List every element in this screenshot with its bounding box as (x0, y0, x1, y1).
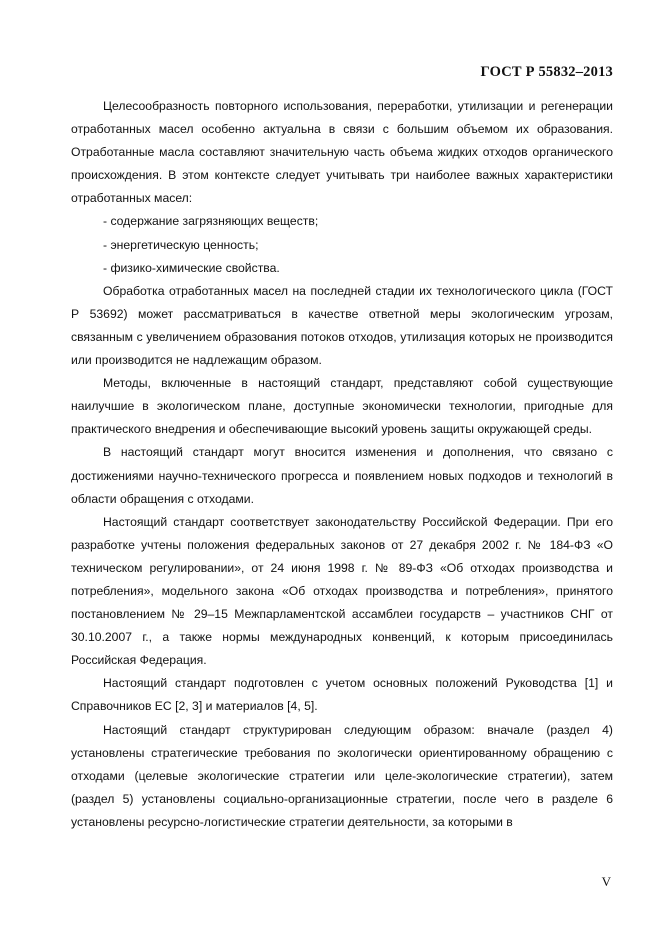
list-item: - физико-химические свойства. (103, 260, 280, 275)
document-code-header: ГОСТ Р 55832–2013 (480, 64, 613, 80)
page-number: V (601, 874, 611, 889)
paragraph-1: Целесообразность повторного использования, переработки, утилизации и регенерации отработанных масел особенно актуальна в связи с большим объемом их образования. Отработанные масла составляют значительную часть объема жидких отходов органического происхождения. В этом контексте следует учитывать три наиболее важных характеристики отработанных масел: (71, 99, 613, 206)
characteristics-list (71, 210, 613, 279)
page-body (71, 95, 613, 834)
paragraph-5: Настоящий стандарт соответствует законодательству Российской Федерации. При его разработке учтены положения федеральных законов от 27 декабря 2002 г. № 184-ФЗ «О техническом регулировании», от 24 июня 1998 г. № 89-ФЗ «Об отходах производства и потребления», модельного закона «Об отходах производства и потребления», принятого постановлением № 29–15 Межпарламентской ассамблеи государств – участников СНГ от 30.10.2007 г., а также нормы международных конвенций, к которым присоединилась Российская Федерация. (71, 514, 613, 668)
list-item: - энергетическую ценность; (103, 237, 259, 252)
paragraph-7: Настоящий стандарт структурирован следующим образом: вначале (раздел 4) установлены стратегические требования по экологически ориентированному обращению с отходами (целевые экологические стратегии или целе-экологические стратегии), затем (раздел 5) установлены социально-организационные стратегии, после чего в разделе 6 установлены ресурсно-логистические стратегии деятельности, за которыми в (71, 722, 613, 829)
paragraph-4: В настоящий стандарт могут вносится изменения и дополнения, что связано с достижениями научно-технического прогресса и появлением новых подходов и технологий в области обращения с отходами. (71, 445, 613, 506)
paragraph-2: Обработка отработанных масел на последней стадии их технологического цикла (ГОСТ Р 53692) может рассматриваться в качестве ответной меры экологическим угрозам, связанным с увеличением образования потоков отходов, утилизация которых не производится или производится не надлежащим образом. (71, 283, 613, 368)
list-item: - содержание загрязняющих веществ; (103, 214, 319, 229)
paragraph-3: Методы, включенные в настоящий стандарт, представляют собой существующие наилучшие в экологическом плане, доступные экономически технологии, пригодные для практического внедрения и обеспечивающие высокий уровень защиты окружающей среды. (71, 376, 613, 437)
paragraph-6: Настоящий стандарт подготовлен с учетом основных положений Руководства [1] и Справочников ЕС [2, 3] и материалов [4, 5]. (71, 676, 613, 714)
